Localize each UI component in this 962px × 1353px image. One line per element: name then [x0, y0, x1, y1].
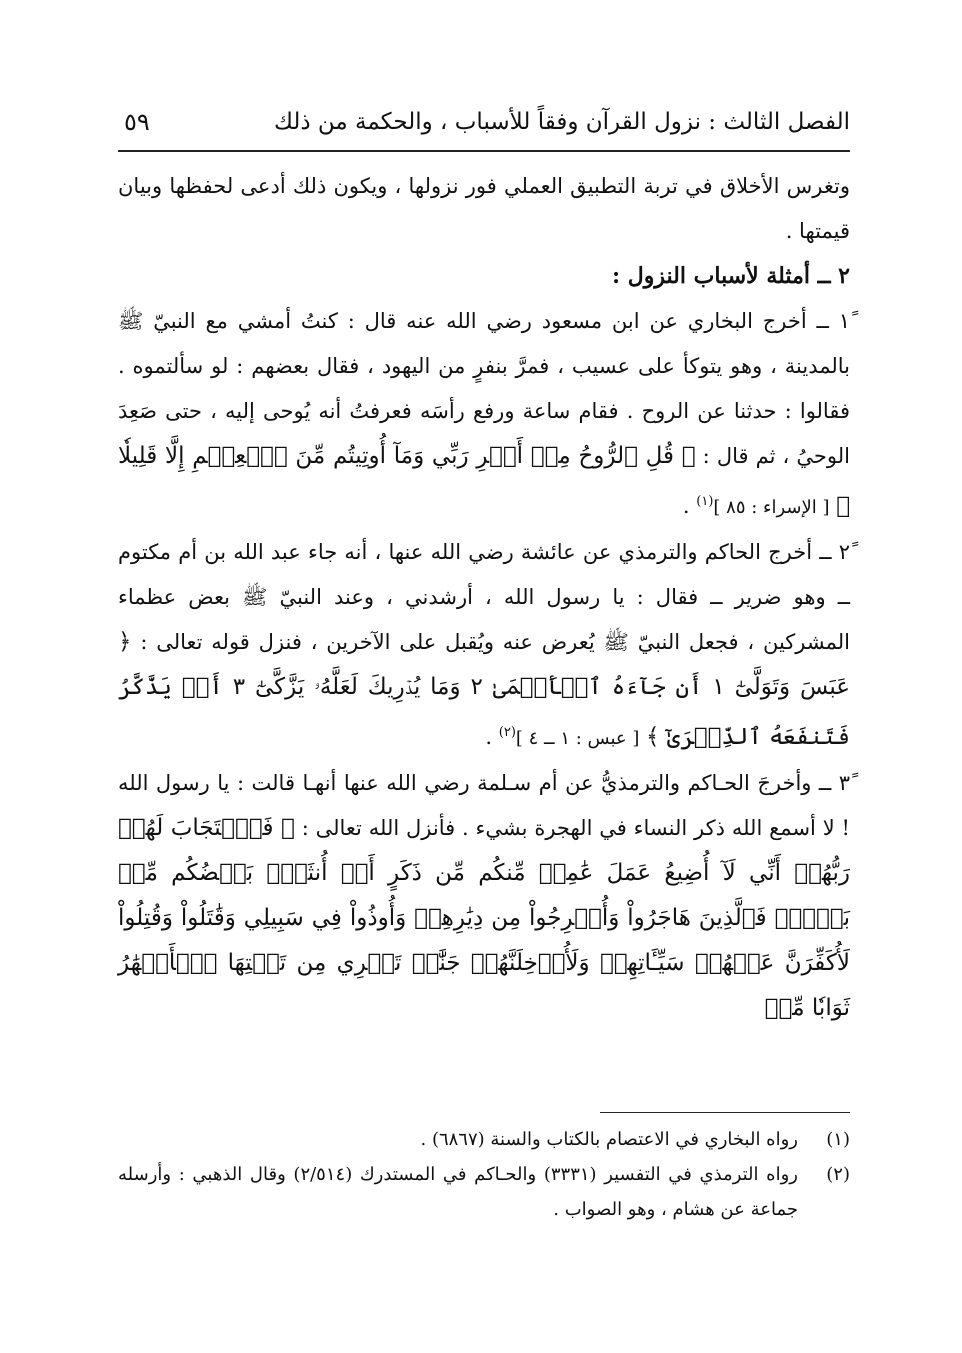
footnote-number: (١) — [826, 1129, 850, 1150]
intro-paragraph: وتغرس الأخلاق في تربة التطبيق العملي فور نزولها ، ويكون ذلك أدعى لحفظها وبيان قيمتها . — [118, 174, 850, 243]
footnotes — [118, 1122, 850, 1227]
example-2 — [118, 530, 850, 761]
book-page — [118, 100, 850, 1330]
footnote-mark-2[interactable]: (٢) — [498, 725, 516, 740]
footnote-2 — [118, 1157, 850, 1227]
footnote-number: (٢) — [826, 1164, 850, 1185]
header-rule — [118, 150, 850, 152]
example-2-end: . — [485, 725, 499, 749]
page-number: ٥٩ — [124, 108, 150, 136]
section-heading: ٢ ــ أمثلة لأسباب النزول : — [612, 263, 850, 289]
footnote-1 — [118, 1122, 850, 1157]
main-text — [118, 164, 850, 1031]
example-1 — [118, 299, 850, 530]
example-1-end: . — [682, 494, 697, 518]
example-3-text: ٣ً ــ وأخرجَ الحـاكم والترمذيُّ عن أم سـلمة رضي الله عنها أنهـا قالت : يا رسول الله ! لا أسمع الله ذكر النساء في الهجرة بشيء . فأنزل الله تعالى : — [118, 771, 850, 840]
quran-verse-2: ﴿ عَبَسَ وَتَوَلَّىٰٓ ١ أَن جَآءَهُ ٱلۡأَعۡمَىٰ ٢ وَمَا يُدۡرِيكَ لَعَلَّهُۥ يَزَّكَّىٰٓ ٣ أَوۡ يَذَّكَّرُ فَتَنفَعَهُ ٱلذِّكۡرَىٰٓ ﴾ — [118, 629, 851, 750]
footnote-mark-1[interactable]: (١) — [696, 494, 714, 509]
footnote-rule — [600, 1112, 850, 1113]
quran-verse-3: ﴿ فَٱسۡتَجَابَ لَهُمۡ رَبُّهُمۡ أَنِّي لَآ أُضِيعُ عَمَلَ عَٰمِلٖ مِّنكُم مِّن ذَكَرٍ أَوۡ أُنثَىٰۖ بَعۡضُكُم مِّنۢ بَعۡضٖۖ فَٱلَّذِينَ هَاجَرُواْ وَأُخۡرِجُواْ مِن دِيَٰرِهِمۡ وَأُوذُواْ فِي سَبِيلِي وَقَٰتَلُواْ وَقُتِلُواْ لَأُكَفِّرَنَّ عَنۡهُمۡ سَيِّـَٔاتِهِمۡ وَلَأُدۡخِلَنَّهُمۡ جَنَّٰتٖ تَجۡرِي مِن تَحۡتِهَا ٱلۡأَنۡهَٰرُ ثَوَابٗا مِّنۡ — [118, 815, 850, 1021]
example-3 — [118, 761, 850, 1031]
verse-reference-2: [ عبس : ١ ــ ٤ ] — [515, 728, 640, 749]
example-1-text: ١ً ــ أخرج البخاري عن ابن مسعود رضي الله عنه قال : كنتُ أمشي مع النبيّ ﷺ بالمدينة ، وهو يتوكأ على عسيب ، فمرَّ بنفرٍ من اليهود ، فقال بعضهم : لو سألتموه . فقالوا : حدثنا عن الروح . فقام ساعة ورفع رأسَه فعرفتُ أنه يُوحى إليه ، حتى صَعِدَ الوحيُ ، ثم قال : — [118, 309, 850, 468]
chapter-title: الفصل الثالث : نزول القرآن وفقاً للأسباب ، والحكمة من ذلك — [273, 109, 850, 135]
quran-verse-1: ﴿ قُلِ ٱلرُّوحُ مِنۡ أَمۡرِ رَبِّي وَمَآ أُوتِيتُم مِّنَ ٱلۡعِلۡمِ إِلَّا قَلِيلٗا ﴾ — [118, 443, 850, 519]
page-header — [118, 100, 850, 144]
example-2-text: ٢ً ــ أخرج الحاكم والترمذي عن عائشة رضي الله عنها ، أنه جاء عبد الله بن أم مكتوم ــ وهو ضرير ــ فقال : يا رسول الله ، أرشدني ، وعند النبيّ ﷺ بعض عظماء المشركين ، فجعل النبيّ ﷺ يُعرض عنه ويُقبل على الآخرين ، فنزل قوله تعالى : — [118, 540, 850, 654]
footnote-text: رواه الترمذي في التفسير (٣٣٣١) والحـاكم في المستدرك (٢/٥١٤) وقال الذهبي : وأرسله جماعة عن هشام ، وهو الصواب . — [118, 1164, 798, 1220]
footnote-text: رواه البخاري في الاعتصام بالكتاب والسنة (٦٨٦٧) . — [420, 1129, 798, 1150]
verse-reference-1: [ الإسراء : ٨٥ ] — [713, 497, 830, 518]
